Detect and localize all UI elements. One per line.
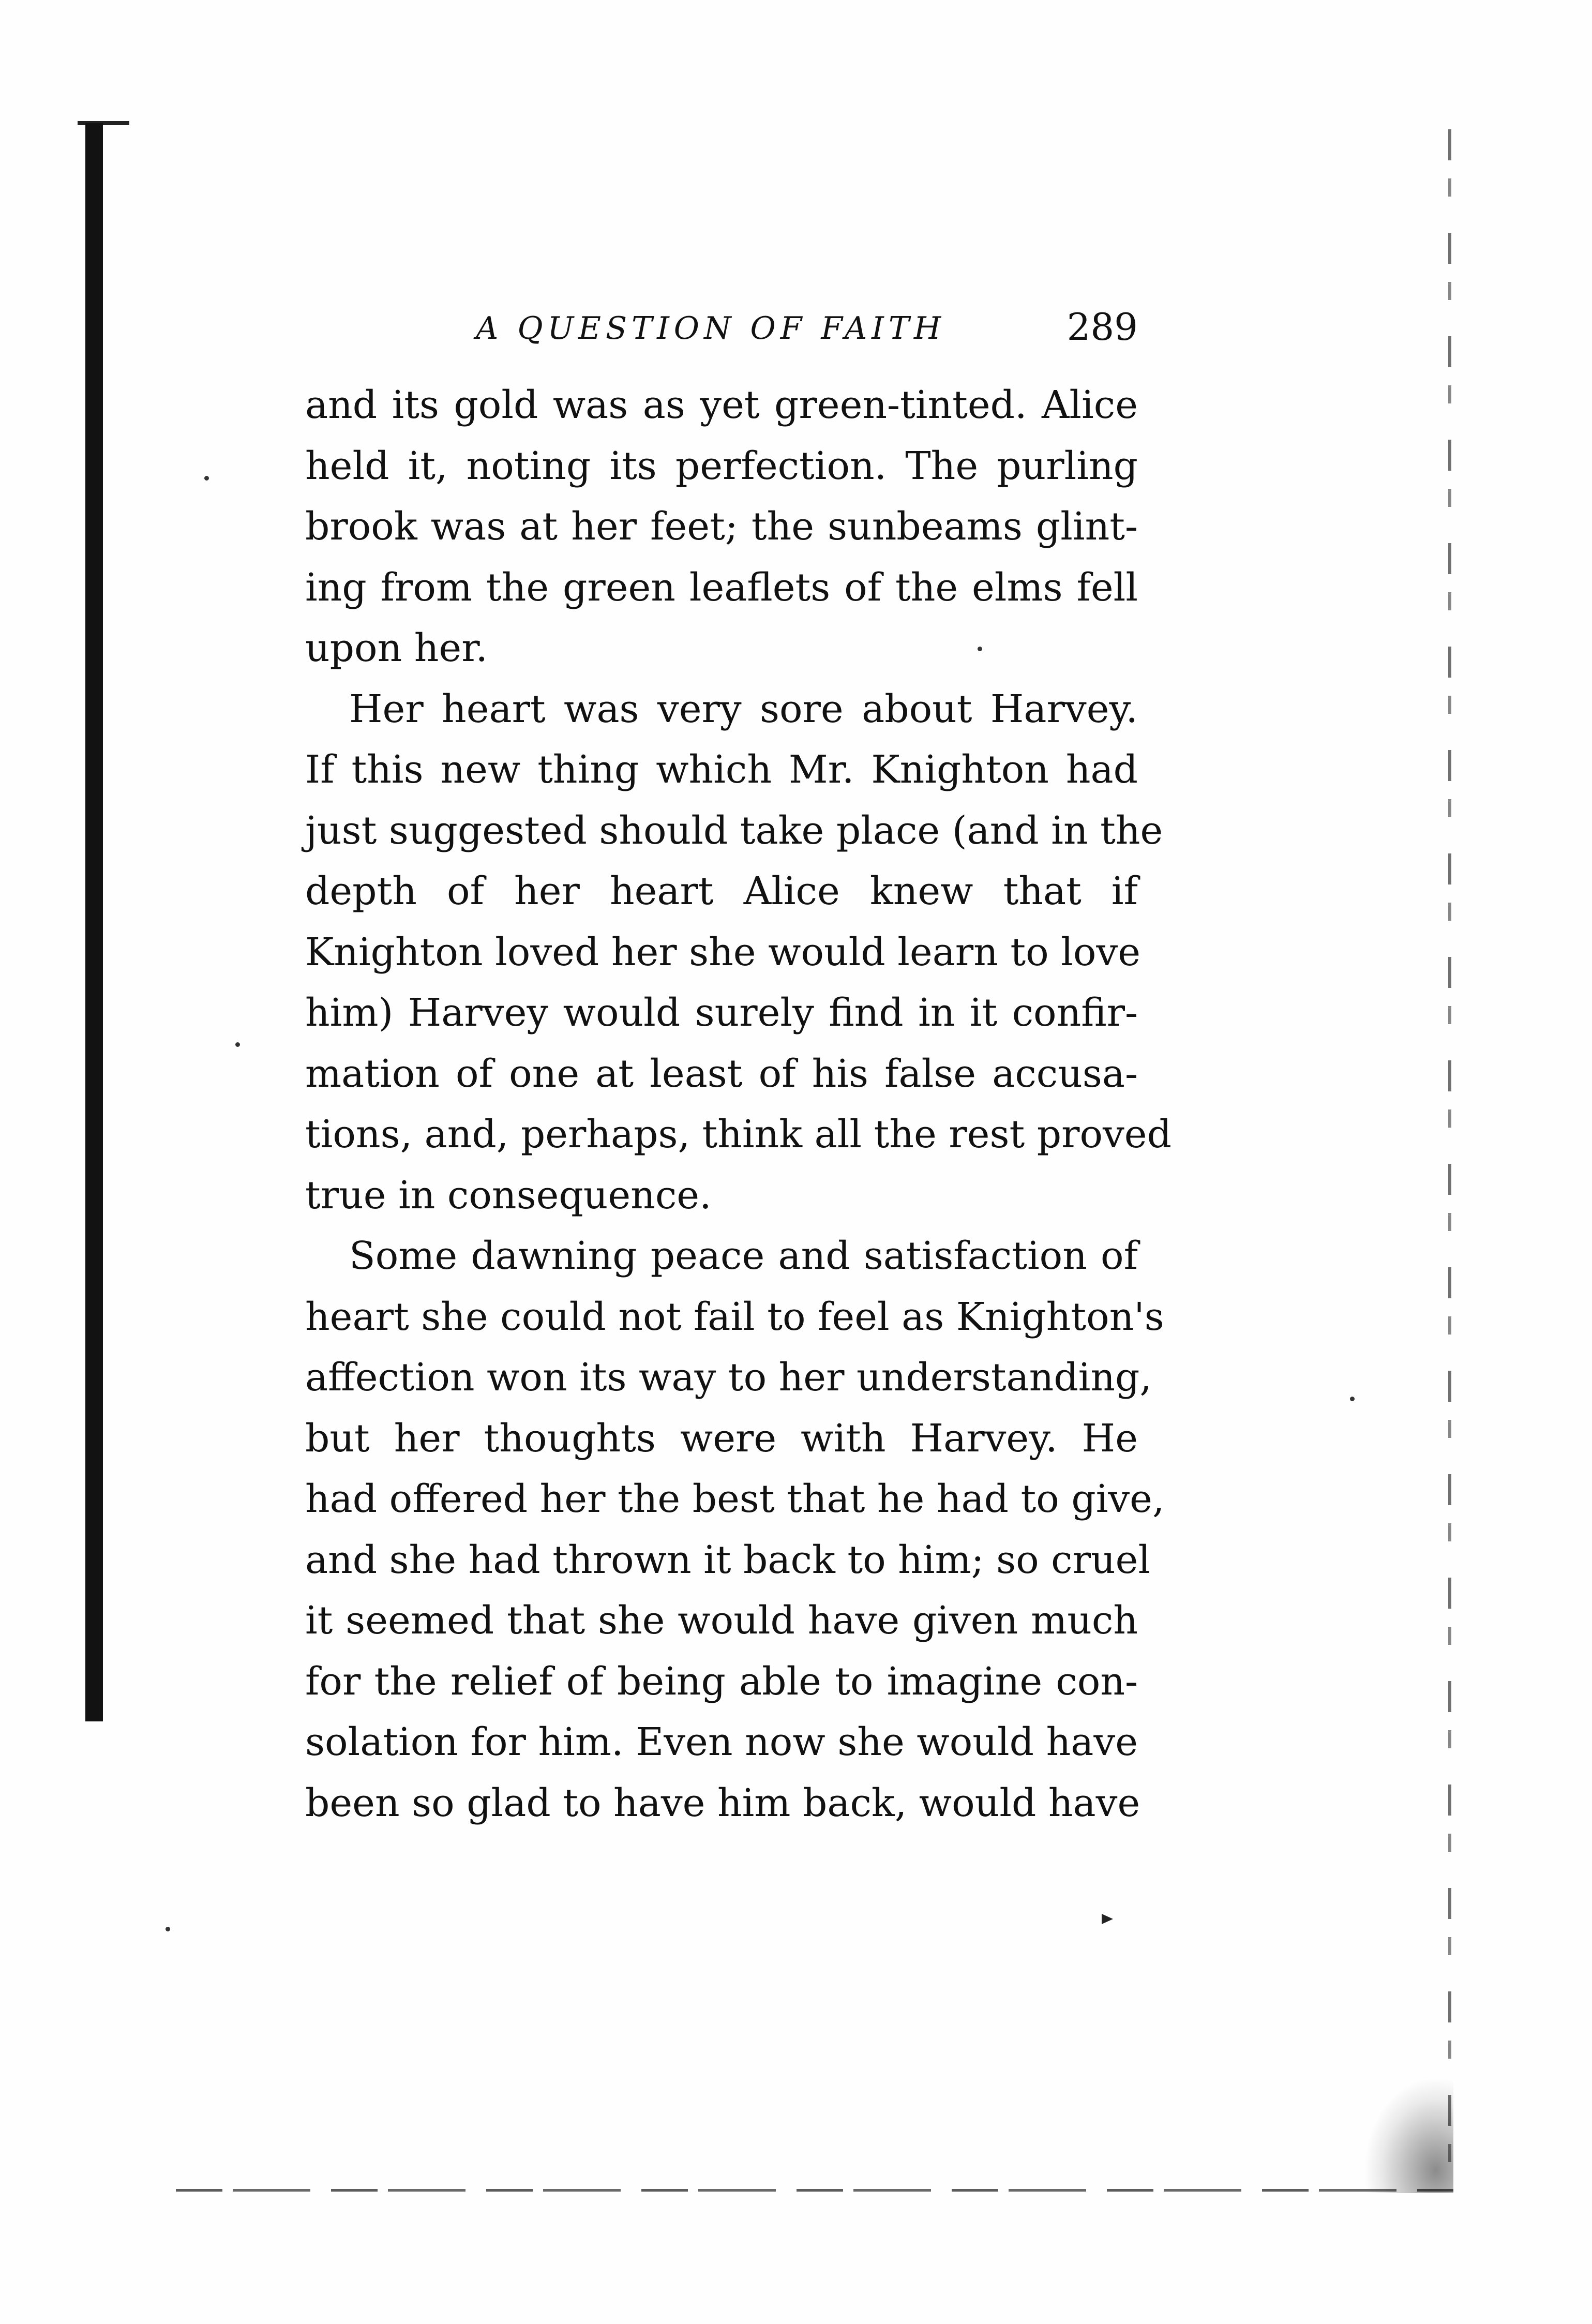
- paragraph: [305, 1226, 1165, 1834]
- page-number: 289: [1067, 305, 1138, 349]
- paragraph: [305, 375, 1138, 679]
- text-line: had offered her the best that he had to give,: [305, 1477, 1165, 1521]
- speck: [166, 1927, 170, 1931]
- binding-edge-shadow: [85, 123, 103, 1721]
- text-line: Some dawning peace and satisfaction of: [349, 1234, 1138, 1278]
- body-text: [305, 375, 1172, 1834]
- running-header: [305, 305, 1138, 352]
- text-line: Knighton loved her she would learn to love: [305, 929, 1140, 974]
- text-line: heart she could not fail to feel as Knighton's: [305, 1294, 1164, 1339]
- running-title: A QUESTION OF FAITH: [476, 310, 946, 347]
- text-line: mation of one at least of his false accusa-: [305, 1051, 1138, 1096]
- text-line: Her heart was very sore about Harvey.: [349, 686, 1138, 731]
- text-line: affection won its way to her understanding,: [305, 1355, 1152, 1400]
- text-line: ing from the green leaflets of the elms fell: [305, 565, 1138, 610]
- speck: [1350, 1397, 1355, 1401]
- text-line: him) Harvey would surely find in it confir-: [305, 991, 1138, 1035]
- text-line: solation for him. Even now she would have: [305, 1720, 1138, 1764]
- text-line: and its gold was as yet green-tinted. Alice: [305, 383, 1138, 427]
- text-line: depth of her heart Alice knew that if: [305, 869, 1138, 913]
- text-line: just suggested should take place (and in the: [305, 808, 1163, 853]
- text-line: been so glad to have him back, would have: [305, 1780, 1140, 1825]
- text-line: and she had thrown it back to him; so cruel: [305, 1537, 1151, 1582]
- page-right-edge: [1448, 129, 1451, 2172]
- text-line: for the relief of being able to imagine con-: [305, 1659, 1138, 1704]
- text-line: brook was at her feet; the sunbeams glint-: [305, 504, 1138, 549]
- text-line: upon her.: [305, 626, 488, 670]
- text-line: tions, and, perhaps, think all the rest proved: [305, 1112, 1172, 1157]
- page-bottom-edge: [176, 2189, 1453, 2192]
- text-line: it seemed that she would have given much: [305, 1598, 1138, 1643]
- text-line: held it, noting its perfection. The purling: [305, 443, 1138, 488]
- speck: [204, 476, 209, 481]
- page-corner-smudge: [1365, 2079, 1453, 2193]
- text-line: If this new thing which Mr. Knighton had: [305, 747, 1138, 792]
- paragraph: [305, 679, 1172, 1226]
- printer-mark: [1102, 1914, 1113, 1924]
- text-line: but her thoughts were with Harvey. He: [305, 1416, 1138, 1461]
- text-line: true in consequence.: [305, 1173, 712, 1218]
- speck: [235, 1042, 240, 1047]
